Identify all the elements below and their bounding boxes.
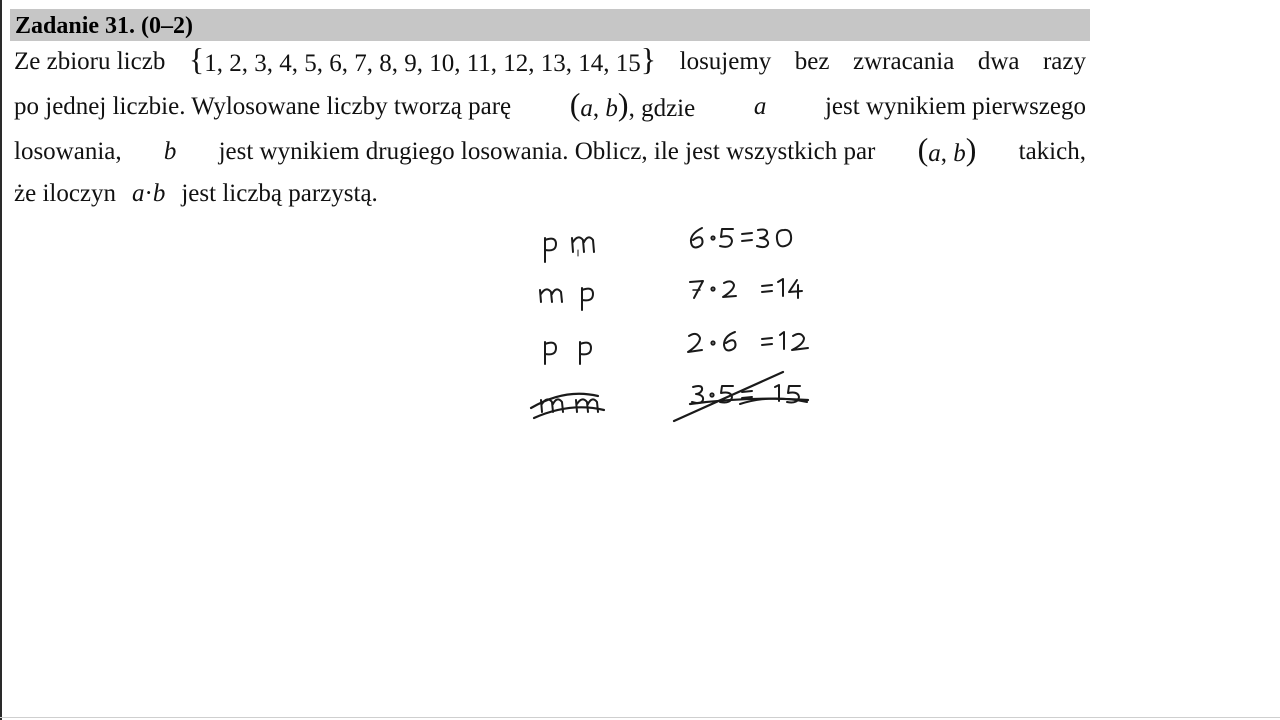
paren-open: ( <box>917 130 929 167</box>
problem-line-1 <box>14 40 1086 84</box>
task-header-bar <box>10 9 1090 41</box>
problem-line-2 <box>14 84 1086 129</box>
page-left-border <box>0 0 2 720</box>
set-values: 1, 2, 3, 4, 5, 6, 7, 8, 9, 10, 11, 12, 13, 14, 15 <box>204 50 641 77</box>
line1-word: losujemy <box>679 48 772 75</box>
task-title: Zadanie 31. (0–2) <box>15 13 194 39</box>
var-b: b <box>163 137 177 165</box>
line2-after-2: jest wynikiem pierwszego <box>824 92 1086 120</box>
line4-before: że iloczyn <box>14 180 117 207</box>
problem-line-4 <box>14 174 1086 214</box>
handwritten-pattern-row-crossed <box>531 394 604 418</box>
line1-word: zwracania <box>853 48 955 75</box>
line1-word: razy <box>1042 48 1086 75</box>
line3-middle: jest wynikiem drugiego losowania. Oblicz, ile jest wszystkich par <box>218 137 876 165</box>
problem-statement <box>14 40 1086 214</box>
pair-expression <box>917 130 977 168</box>
set-open-brace: { <box>188 41 205 77</box>
line3-after: takich, <box>1018 137 1086 165</box>
handwritten-example-row <box>690 279 802 298</box>
problem-line-3 <box>14 129 1086 174</box>
set-close-brace: } <box>640 41 657 77</box>
var-a: a <box>753 92 767 120</box>
line1-word: bez <box>794 48 830 75</box>
pair-comma: , <box>592 94 600 122</box>
number-set <box>188 41 657 78</box>
handwritten-example-row-crossed <box>674 372 808 421</box>
multiply-dot: · <box>144 180 153 207</box>
pair-comma: , <box>940 139 947 167</box>
handwritten-example-row <box>691 228 791 247</box>
handwritten-pattern-row <box>545 237 594 262</box>
var-a: a <box>928 139 941 167</box>
var-b: b <box>605 94 618 122</box>
line1-word: dwa <box>977 48 1020 75</box>
handwritten-pattern-row <box>545 342 591 364</box>
pair-expression <box>569 85 696 123</box>
line2-text-before: po jednej liczbie. Wylosowane liczby tworzą parę <box>14 92 512 120</box>
handwritten-example-row <box>688 332 808 352</box>
expr-a: a <box>132 180 145 207</box>
paren-open: ( <box>569 85 581 122</box>
line1-intro: Ze zbioru liczb <box>14 48 166 75</box>
line2-after-1: , gdzie <box>628 94 696 122</box>
handwritten-pattern-row <box>540 288 593 310</box>
page-bottom-border <box>0 717 1280 718</box>
line3-before: losowania, <box>14 137 122 165</box>
expr-b: b <box>152 180 166 207</box>
var-b: b <box>953 139 966 167</box>
line4-after: jest liczbą parzystą. <box>181 180 378 207</box>
paren-close: ) <box>965 130 977 167</box>
var-a: a <box>580 94 593 122</box>
paren-close: ) <box>617 85 629 122</box>
